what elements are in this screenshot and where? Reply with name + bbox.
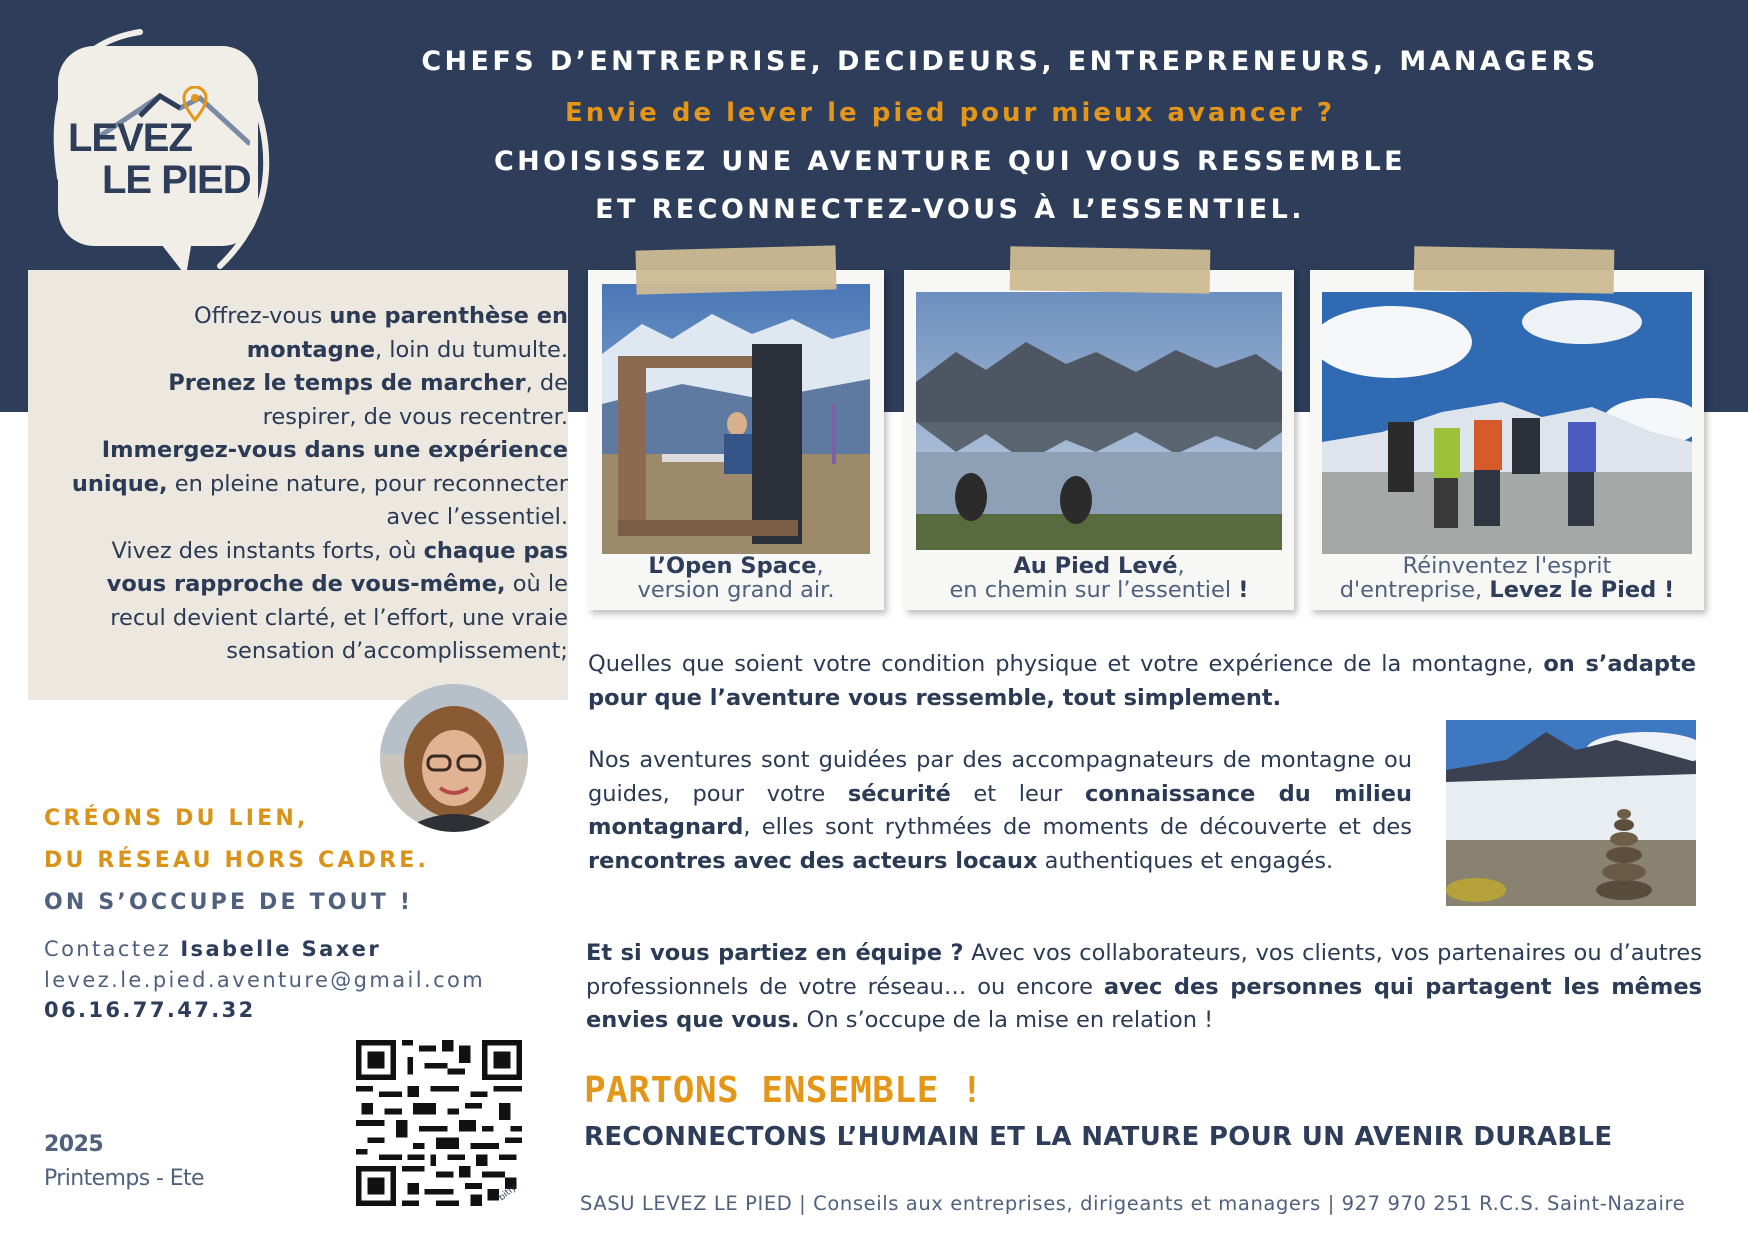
paragraph-guides xyxy=(588,744,1412,878)
intro-p1a: Offrez-vous xyxy=(194,303,330,329)
intro-text xyxy=(68,300,568,669)
photo-lake xyxy=(916,292,1282,550)
edition-season: Printemps - Ete xyxy=(44,1166,204,1191)
para2-a: Nos aventures sont guidées par des accompagnateurs de montagne ou guides, pour votre xyxy=(588,747,1412,807)
intro-p1b: une parenthèse en montagne xyxy=(246,303,568,363)
caption-pied-leve-exclaim: ! xyxy=(1238,577,1249,603)
intro-panel xyxy=(28,270,568,700)
contact-person xyxy=(44,937,381,961)
intro-p3b: en pleine nature, pour reconnecter avec l’essentiel. xyxy=(167,470,568,530)
para1-bold: on s’adapte pour que l’aventure vous ressemble, tout simplement. xyxy=(588,651,1696,711)
contact-label: Contactez xyxy=(44,937,181,961)
photo-card-open-space xyxy=(588,270,884,610)
partons-ensemble-title: PARTONS ENSEMBLE ! xyxy=(584,1070,984,1111)
tape-strip xyxy=(1010,246,1211,293)
qr-code[interactable] xyxy=(356,1040,522,1206)
caption-open-space-line2: version grand air. xyxy=(637,577,835,603)
reconnect-slogan: RECONNECTONS L’HUMAIN ET LA NATURE POUR UN AVENIR DURABLE xyxy=(584,1122,1613,1152)
avatar xyxy=(380,684,528,832)
logo-text-levez: LEVEZ xyxy=(68,116,192,160)
intro-p4c: où le recul devient clarté, et l’effort, une vraie sensation d’accomplissement; xyxy=(110,571,568,664)
caption-open-space-title: L’Open Space xyxy=(648,553,817,579)
para3-b: Avec vos collaborateurs, vos clients, vos partenaires ou d’autres professionnels de votre réseau… ou encore xyxy=(586,940,1702,1000)
footer-legal: SASU LEVEZ LE PIED | Conseils aux entreprises, dirigeants et managers | 927 970 251 R.C.S. Saint-Nazaire xyxy=(580,1192,1686,1215)
intro-p2b: , de respirer, de vous recentrer. xyxy=(262,370,568,430)
paragraph-team xyxy=(586,937,1702,1038)
para3-d: On s’occupe de la mise en relation ! xyxy=(799,1007,1214,1033)
caption-levez-le-pied xyxy=(1310,554,1704,602)
contact-email[interactable]: levez.le.pied.aventure@gmail.com xyxy=(44,968,486,992)
photo-hikers xyxy=(1322,292,1692,554)
contact-phone[interactable]: 06.16.77.47.32 xyxy=(44,998,256,1022)
photo-cairn xyxy=(1446,720,1696,906)
intro-p2a: Prenez le temps de marcher xyxy=(168,370,526,396)
para2-c: et leur xyxy=(950,780,1085,807)
para2-f: rencontres avec des acteurs locaux xyxy=(588,847,1038,874)
intro-p4b: chaque pas vous rapproche de vous-même, xyxy=(106,537,568,597)
headline-reconnect: ET RECONNECTEZ-VOUS À L’ESSENTIEL. xyxy=(595,194,1305,225)
intro-p1c: , loin du tumulte. xyxy=(374,336,568,363)
caption-open-space-comma: , xyxy=(816,553,824,579)
caption-pied-leve-title: Au Pied Levé xyxy=(1013,553,1178,579)
contact-name: Isabelle Saxer xyxy=(180,937,382,961)
cta-line-2: DU RÉSEAU HORS CADRE. xyxy=(44,848,430,873)
para2-d: connaissance du milieu montagnard xyxy=(588,780,1412,840)
paragraph-adapt xyxy=(588,648,1696,715)
headline-audience: CHEFS D’ENTREPRISE, DECIDEURS, ENTREPRENEURS, MANAGERS xyxy=(421,46,1599,77)
edition-year: 2025 xyxy=(44,1132,104,1157)
intro-p3a: Immergez-vous dans une expérience unique, xyxy=(71,437,568,497)
para3-c: avec des personnes qui partagent les mêmes envies que vous. xyxy=(586,973,1702,1033)
headline-choose: CHOISISSEZ UNE AVENTURE QUI VOUS RESSEMBLE xyxy=(493,146,1407,177)
photo-card-levez-le-pied xyxy=(1310,270,1704,610)
logo xyxy=(40,28,280,278)
para2-e: , elles sont rythmées de moments de découverte et des xyxy=(743,814,1412,840)
caption-pied-leve-line2: en chemin sur l’essentiel xyxy=(949,577,1239,603)
qr-brand-label: bitly xyxy=(497,1182,519,1204)
intro-p4a: Vivez des instants forts, où xyxy=(111,537,424,564)
para1-text: Quelles que soient votre condition physique et votre expérience de la montagne, xyxy=(588,651,1544,677)
logo-text-le-pied: LE PIED xyxy=(102,158,251,202)
tape-strip xyxy=(1414,246,1615,293)
cta-line-3: ON S’OCCUPE DE TOUT ! xyxy=(44,890,414,915)
tape-strip xyxy=(635,245,836,294)
caption-pied-leve-comma: , xyxy=(1177,553,1185,579)
caption-levez-line2: d'entreprise, xyxy=(1339,577,1490,603)
photo-open-space xyxy=(602,284,870,554)
caption-open-space xyxy=(588,554,884,602)
caption-pied-leve xyxy=(904,554,1294,602)
para2-b: sécurité xyxy=(847,780,951,807)
headline-tagline: Envie de lever le pied pour mieux avancer ? xyxy=(565,98,1335,128)
caption-levez-line1: Réinventez l'esprit xyxy=(1402,553,1612,579)
photo-card-pied-leve xyxy=(904,270,1294,610)
para3-a: Et si vous partiez en équipe ? xyxy=(586,940,964,966)
para2-g: authentiques et engagés. xyxy=(1037,847,1334,874)
caption-levez-bold: Levez le Pied ! xyxy=(1489,577,1675,603)
cta-line-1: CRÉONS DU LIEN, xyxy=(44,806,309,831)
